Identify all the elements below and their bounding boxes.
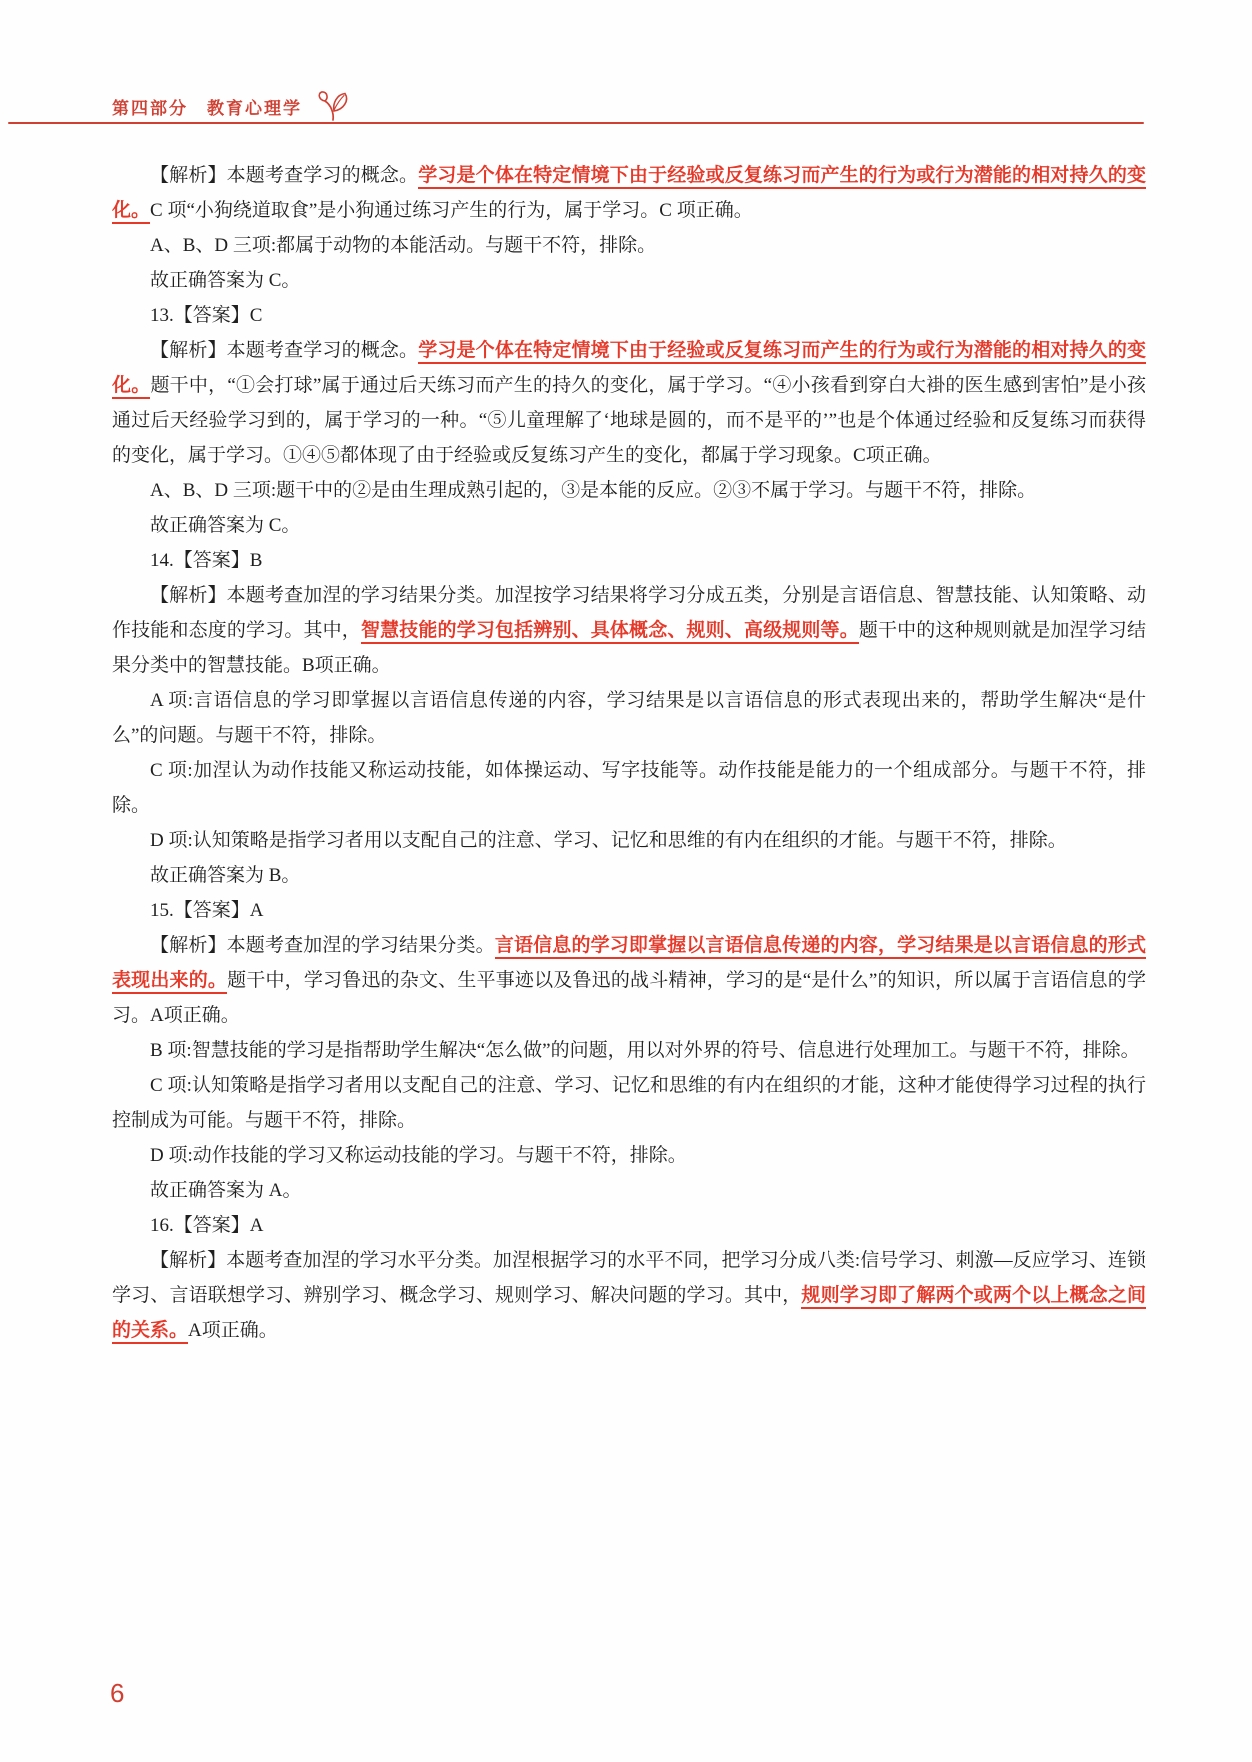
text-segment: A 项:言语信息的学习即掌握以言语信息传递的内容，学习结果是以言语信息的形式表现出来的，帮助学生解决“是什么”的问题。与题干不符，排除。: [112, 690, 1146, 746]
text-segment: A、B、D 三项:都属于动物的本能活动。与题干不符，排除。: [150, 235, 657, 256]
text-segment: 故正确答案为 B。: [150, 865, 301, 886]
text-segment: C 项“小狗绕道取食”是小狗通过练习产生的行为，属于学习。C 项正确。: [150, 200, 753, 221]
text-segment: A、B、D 三项:题干中的②是由生理成熟引起的，③是本能的反应。②③不属于学习。与题干不符，排除。: [150, 480, 1037, 501]
paragraph: [112, 543, 1146, 578]
text-segment: B 项:智慧技能的学习是指帮助学生解决“怎么做”的问题，用以对外界的符号、信息进行处理加工。与题干不符，排除。: [150, 1040, 1140, 1061]
text-segment: 故正确答案为 C。: [150, 515, 301, 536]
paragraph: [112, 683, 1146, 753]
paragraph: [112, 1173, 1146, 1208]
highlighted-key-sentence: 言语信息的学习即掌握以言语信息传递的内容，学习结果是以言语信息的形式表现出来的。: [112, 935, 1146, 994]
text-segment: 题干中，学习鲁迅的杂文、生平事迹以及鲁迅的战斗精神，学习的是“是什么”的知识，所以属于言语信息的学习。A项正确。: [112, 970, 1146, 1026]
paragraph: [112, 298, 1146, 333]
paragraph: [112, 823, 1146, 858]
text-segment: 15.【答案】A: [150, 900, 264, 921]
highlighted-key-sentence: 规则学习即了解两个或两个以上概念之间的关系。: [112, 1285, 1146, 1344]
text-segment: 【解析】本题考查加涅的学习水平分类。加涅根据学习的水平不同，把学习分成八类:信号学习、刺激—反应学习、连锁学习、言语联想学习、辨别学习、概念学习、规则学习、解决问题的学习。其中，: [112, 1250, 1146, 1306]
highlighted-key-sentence: 学习是个体在特定情境下由于经验或反复练习而产生的行为或行为潜能的相对持久的变化。: [112, 165, 1146, 224]
text-segment: 题干中，“①会打球”属于通过后天练习而产生的持久的变化，属于学习。“④小孩看到穿白大褂的医生感到害怕”是小孩通过后天经验学习到的，属于学习的一种。“⑤儿童理解了‘地球是圆的，而不是平的’”也是个体通过经验和反复练习而获得的变化，属于学习。①④⑤都体现了由于经验或反复练习产生的变化，都属于学习现象。C项正确。: [112, 375, 1146, 466]
text-segment: 【解析】本题考查加涅的学习结果分类。: [150, 935, 495, 956]
section-title: 第四部分 教育心理学: [112, 98, 302, 118]
paragraph: [112, 893, 1146, 928]
paragraph: [112, 1243, 1146, 1348]
header-rule: [8, 122, 1144, 124]
text-segment: 【解析】本题考查加涅的学习结果分类。加涅按学习结果将学习分成五类，分别是言语信息、智慧技能、认知策略、动作技能和态度的学习。其中，: [112, 585, 1146, 641]
paragraph: [112, 578, 1146, 683]
paragraph: [112, 858, 1146, 893]
page-number: 6: [110, 1678, 125, 1708]
paragraph: [112, 1068, 1146, 1138]
sprout-icon: [316, 90, 354, 122]
paragraph: [112, 1033, 1146, 1068]
text-segment: D 项:动作技能的学习又称运动技能的学习。与题干不符，排除。: [150, 1145, 687, 1166]
paragraph: [112, 158, 1146, 228]
page-header: [0, 90, 1252, 126]
text-segment: C 项:加涅认为动作技能又称运动技能，如体操运动、写字技能等。动作技能是能力的一个组成部分。与题干不符，排除。: [112, 760, 1146, 816]
text-segment: D 项:认知策略是指学习者用以支配自己的注意、学习、记忆和思维的有内在组织的才能。与题干不符，排除。: [150, 830, 1067, 851]
paragraph: [112, 1208, 1146, 1243]
text-segment: C 项:认知策略是指学习者用以支配自己的注意、学习、记忆和思维的有内在组织的才能，这种才能使得学习过程的执行控制成为可能。与题干不符，排除。: [112, 1075, 1146, 1131]
paragraph: [112, 228, 1146, 263]
paragraph: [112, 1138, 1146, 1173]
paragraph: [112, 333, 1146, 473]
text-segment: 故正确答案为 C。: [150, 270, 301, 291]
text-segment: 【解析】本题考查学习的概念。: [150, 165, 419, 186]
paragraph: [112, 928, 1146, 1033]
paragraph: [112, 753, 1146, 823]
text-segment: A项正确。: [188, 1320, 278, 1341]
paragraph: [112, 508, 1146, 543]
highlighted-key-sentence: 学习是个体在特定情境下由于经验或反复练习而产生的行为或行为潜能的相对持久的变化。: [112, 340, 1146, 399]
answer-explanations: [112, 158, 1146, 1348]
text-segment: 题干中的这种规则就是加涅学习结果分类中的智慧技能。B项正确。: [112, 620, 1146, 676]
text-segment: 故正确答案为 A。: [150, 1180, 302, 1201]
text-segment: 16.【答案】A: [150, 1215, 264, 1236]
text-segment: 14.【答案】B: [150, 550, 263, 571]
paragraph: [112, 473, 1146, 508]
text-segment: 【解析】本题考查学习的概念。: [150, 340, 419, 361]
header-inner: [112, 90, 354, 122]
text-segment: 13.【答案】C: [150, 305, 263, 326]
paragraph: [112, 263, 1146, 298]
highlighted-key-sentence: 智慧技能的学习包括辨别、具体概念、规则、高级规则等。: [361, 620, 859, 644]
